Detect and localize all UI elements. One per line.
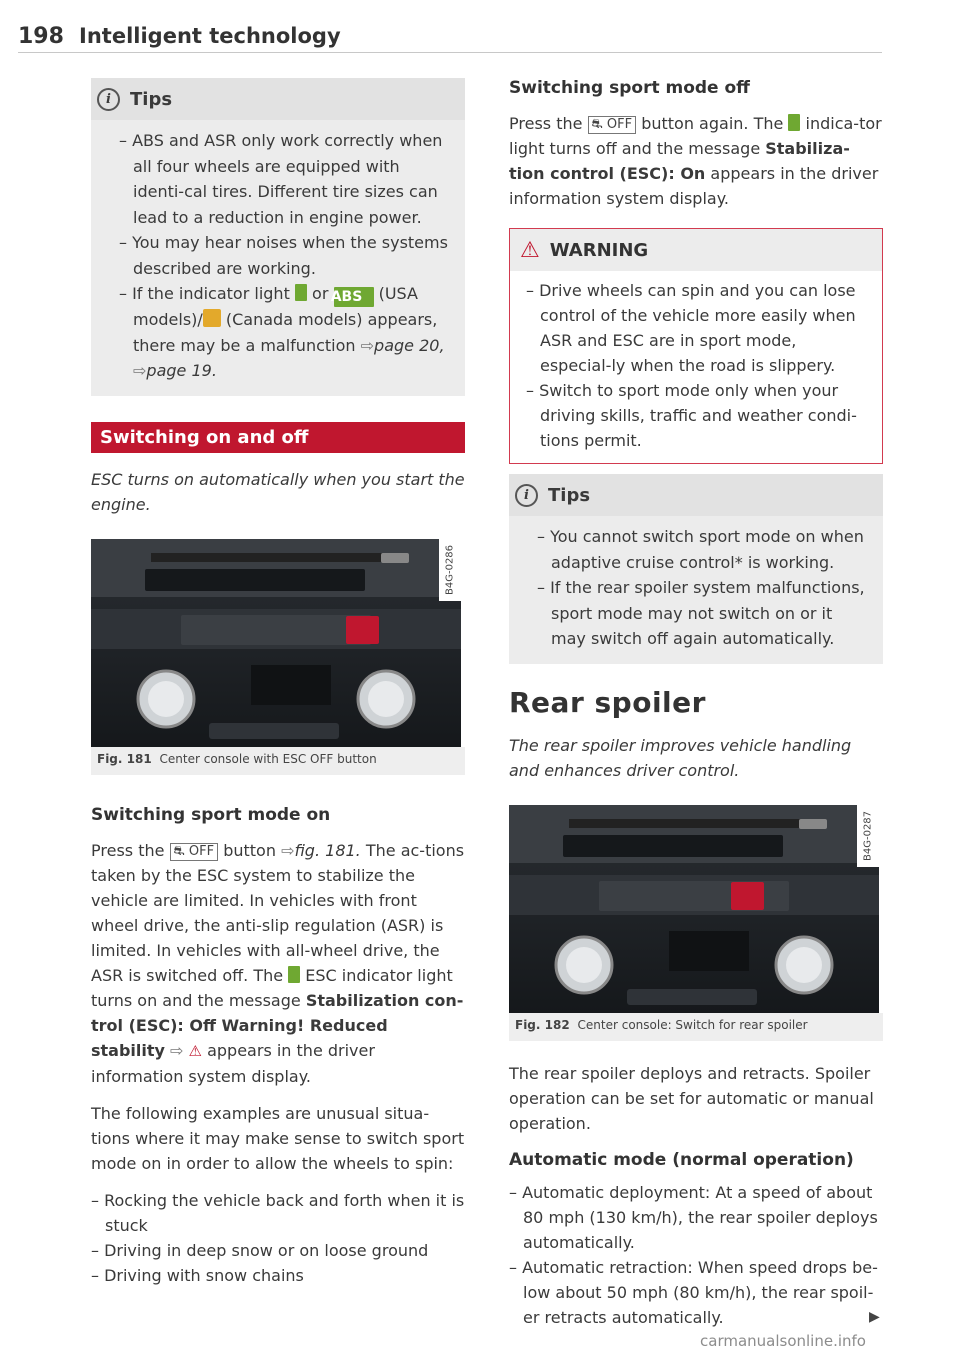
rear-spoiler-lead: The rear spoiler improves vehicle handling and enhances driver control. <box>509 735 852 780</box>
sport-off-text: Press the ⛐ OFF button again. The indica-tor light turns off and the message Stabiliza-tion control (ESC): On appears in the driver information system display. <box>509 114 882 208</box>
left-column <box>91 78 465 1288</box>
list-item: – Driving with snow chains <box>91 1265 304 1285</box>
sport-on-heading: Switching sport mode on <box>91 804 331 825</box>
examples-intro: The following examples are unusual situa-tions where it may make sense to switch sport mode on in order to allow the wheels to spin: <box>91 1103 465 1173</box>
console-illustration <box>509 805 879 1013</box>
ref-arrow-icon: ⇨ <box>360 335 375 355</box>
console-illustration <box>91 539 461 747</box>
page-title: Intelligent technology <box>79 24 341 48</box>
list-item: – Automatic deployment: At a speed of about 80 mph (130 km/h), the rear spoiler deploys automatically. <box>509 1182 878 1252</box>
tips-header <box>509 474 883 516</box>
figure-link[interactable]: fig. 181. <box>294 840 361 860</box>
esc-off-key: ⛐ OFF <box>588 116 637 134</box>
warning-item: – Switch to sport mode only when your driving skills, traffic and weather condi-tions permit. <box>526 381 857 450</box>
tip-item: – If the rear spoiler system malfunctions, sport mode may not switch on or it may switch off again automatically. <box>537 578 865 648</box>
figure-182 <box>509 805 883 1041</box>
header-divider <box>18 52 882 53</box>
tips-title: Tips <box>130 88 173 110</box>
tips-box <box>91 78 465 396</box>
tips-header <box>91 78 465 120</box>
page-header <box>18 24 882 49</box>
page-link[interactable]: page 20, <box>374 335 445 355</box>
warning-header <box>510 229 882 271</box>
section-lead: ESC turns on automatically when you start the engine. <box>91 469 465 514</box>
automatic-mode-list <box>509 1180 883 1330</box>
sport-off-heading: Switching sport mode off <box>509 78 750 98</box>
info-icon: i <box>515 484 538 507</box>
ref-arrow-icon: ⇨ <box>281 840 295 860</box>
warning-body <box>510 271 882 453</box>
center-console-image <box>91 539 461 747</box>
sport-on-text: Press the ⛐ OFF button ⇨fig. 181. The ac-tions taken by the ESC system to stabilize the vehicle are limited. In vehicles with front wheel drive, the anti-slip regulation (ASR) is limited. In vehicles with all-wheel drive, the ASR is switched off. The ESC indicator light turns on and the message Stabilization con-trol (ESC): Off Warning! Reduced stability ⇨ ⚠ appears in the driver information system display. <box>91 840 465 1086</box>
tip-item: – You cannot switch sport mode on when adaptive cruise control* is working. <box>537 527 864 572</box>
figure-code: B4G-0287 <box>857 805 879 867</box>
abs-indicator-icon: ABS <box>334 287 374 307</box>
esc-off-key: ⛐ OFF <box>170 843 219 861</box>
list-item: – Automatic retraction: When speed drops be-low about 50 mph (80 km/h), the rear spoil-er retracts automatically. ▶ <box>509 1257 880 1327</box>
rear-spoiler-text: The rear spoiler deploys and retracts. Spoiler operation can be set for automatic or manual operation. <box>509 1063 874 1133</box>
figure-caption: Fig. 182 Center console: Switch for rear spoiler <box>509 1013 883 1041</box>
warning-title: WARNING <box>549 239 649 261</box>
tips-body <box>91 120 465 384</box>
section-title: Switching on and off <box>91 422 465 453</box>
esc-indicator-icon <box>288 966 300 983</box>
tip-item: – ABS and ASR only work correctly when all four wheels are equipped with identi-cal tires. Different tire sizes can lead to a reduction in engine power. <box>119 131 443 227</box>
warning-triangle-icon: ⚠ <box>520 237 540 263</box>
center-console-spoiler-image <box>509 805 879 1013</box>
ref-arrow-icon: ⇨ <box>170 1040 184 1060</box>
figure-code: B4G-0286 <box>439 539 461 601</box>
watermark: carmanualsonline.info <box>700 1332 866 1350</box>
figure-181 <box>91 539 465 775</box>
warning-item: – Drive wheels can spin and you can lose control of the vehicle more easily when ASR and ESC are in sport mode, especial-ly when the road is slippery. <box>526 281 856 375</box>
tips-box <box>509 474 883 664</box>
list-item: – Driving in deep snow or on loose ground <box>91 1240 429 1260</box>
page-number: 198 <box>18 24 64 49</box>
rear-spoiler-heading: Rear spoiler <box>509 685 706 719</box>
esc-indicator-icon <box>788 114 800 131</box>
info-icon: i <box>97 88 120 111</box>
list-item: – Rocking the vehicle back and forth when it is stuck <box>91 1190 465 1235</box>
automatic-mode-heading: Automatic mode (normal operation) <box>509 1149 854 1170</box>
figure-caption: Fig. 181 Center console with ESC OFF button <box>91 747 465 775</box>
abs-canada-indicator-icon <box>203 309 221 327</box>
warning-triangle-icon: ⚠ <box>188 1041 202 1060</box>
examples-list <box>91 1188 465 1288</box>
tip-item: – If the indicator light or ABS (USA models)/ (Canada models) appears, there may be a malfunction ⇨page 20, ⇨page 19. <box>119 284 445 380</box>
tip-item: – You may hear noises when the systems described are working. <box>119 233 448 278</box>
warning-box <box>509 228 883 464</box>
tips-title: Tips <box>548 484 591 506</box>
page-link[interactable]: page 19. <box>146 361 217 380</box>
esc-indicator-icon <box>295 284 307 301</box>
right-column <box>509 78 883 1330</box>
tips-body <box>509 516 883 652</box>
ref-arrow-icon: ⇨ <box>133 361 147 380</box>
